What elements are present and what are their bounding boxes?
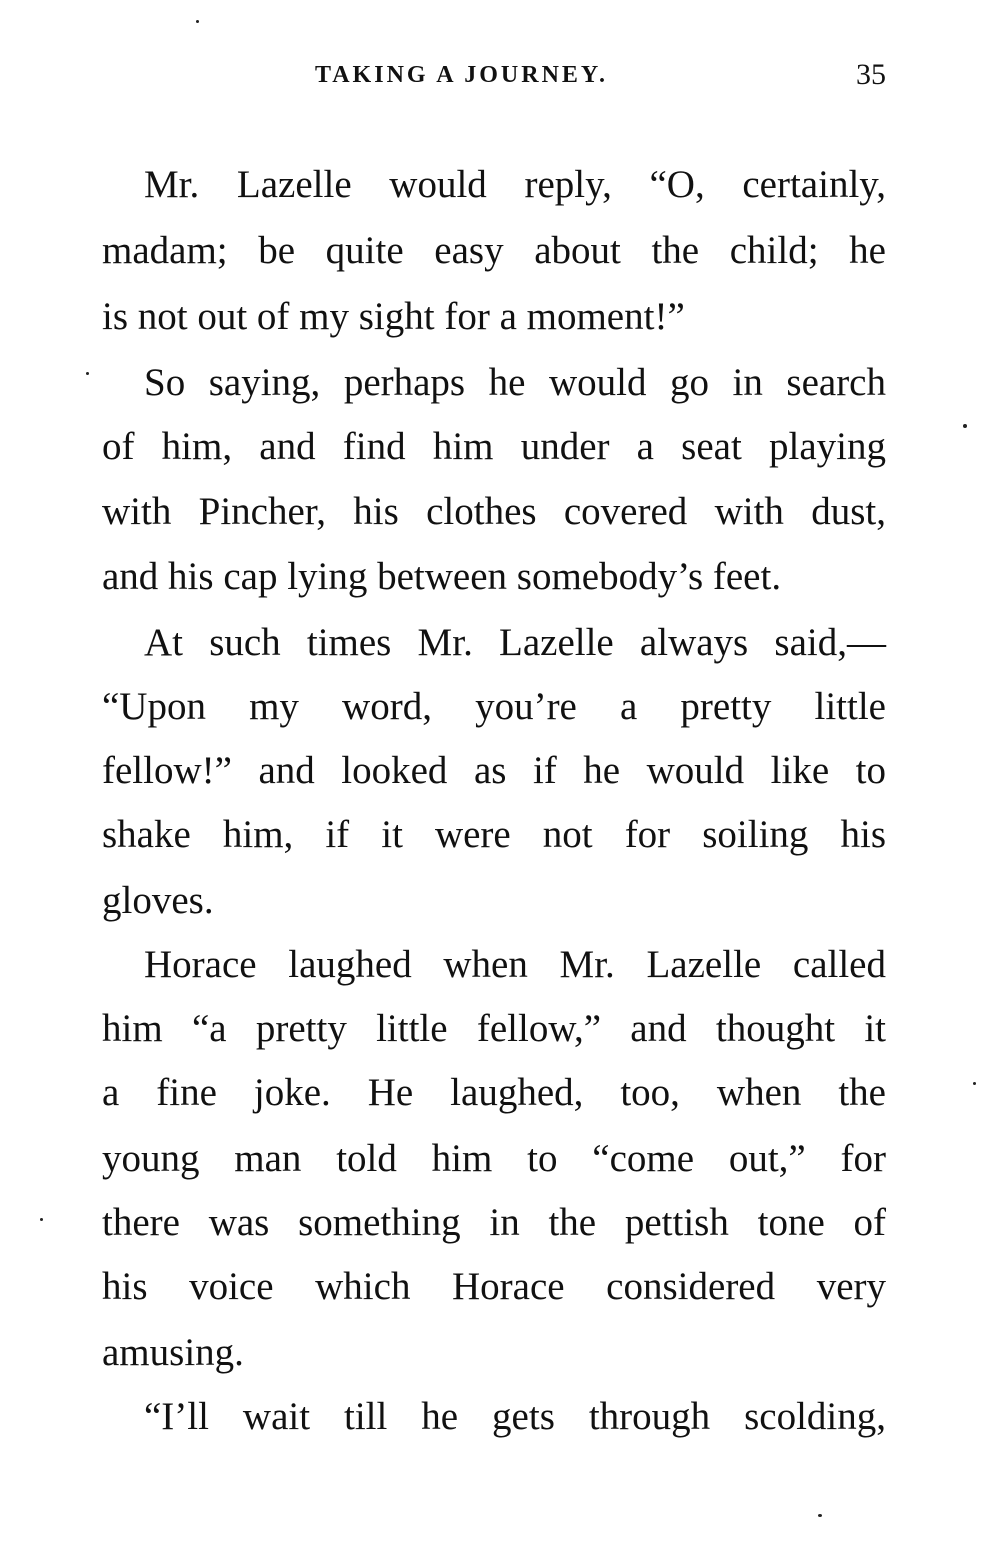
scan-speck [86,372,89,375]
text-line: “Upon my word, you’re a pretty little [102,685,886,728]
text-line: and his cap lying between somebody’s feet. [102,555,782,598]
text-line: his voice which Horace considered very [102,1265,886,1308]
text-line: Horace laughed when Mr. Lazelle called [144,943,886,986]
text-line: At such times Mr. Lazelle always said,— [144,621,886,664]
page-number: 35 [856,58,886,91]
text-line: him “a pretty little fellow,” and thought it [102,1007,886,1050]
text-line: amusing. [102,1331,244,1374]
text-line: young man told him to “come out,” for [102,1137,886,1180]
scan-speck [963,424,967,428]
running-head [100,58,890,98]
text-line: of him, and find him under a seat playing [102,425,886,468]
text-line: So saying, perhaps he would go in search [144,361,886,404]
scan-speck [196,20,199,23]
text-line: fellow!” and looked as if he would like to [102,749,886,792]
text-line: Mr. Lazelle would reply, “O, certainly, [144,163,886,206]
text-line: “I’ll wait till he gets through scolding, [144,1395,886,1438]
text-line: shake him, if it were not for soiling his [102,813,886,856]
text-line: madam; be quite easy about the child; he [102,229,886,272]
text-line: is not out of my sight for a moment!” [102,295,685,338]
scan-speck [973,1082,976,1085]
scan-speck [818,1514,822,1517]
scan-speck [40,1218,43,1221]
text-line: there was something in the pettish tone of [102,1201,886,1244]
running-title: TAKING A JOURNEY. [315,62,609,88]
text-line: gloves. [102,879,214,922]
text-line: with Pincher, his clothes covered with dust, [102,490,886,533]
text-line: a fine joke. He laughed, too, when the [102,1071,886,1114]
